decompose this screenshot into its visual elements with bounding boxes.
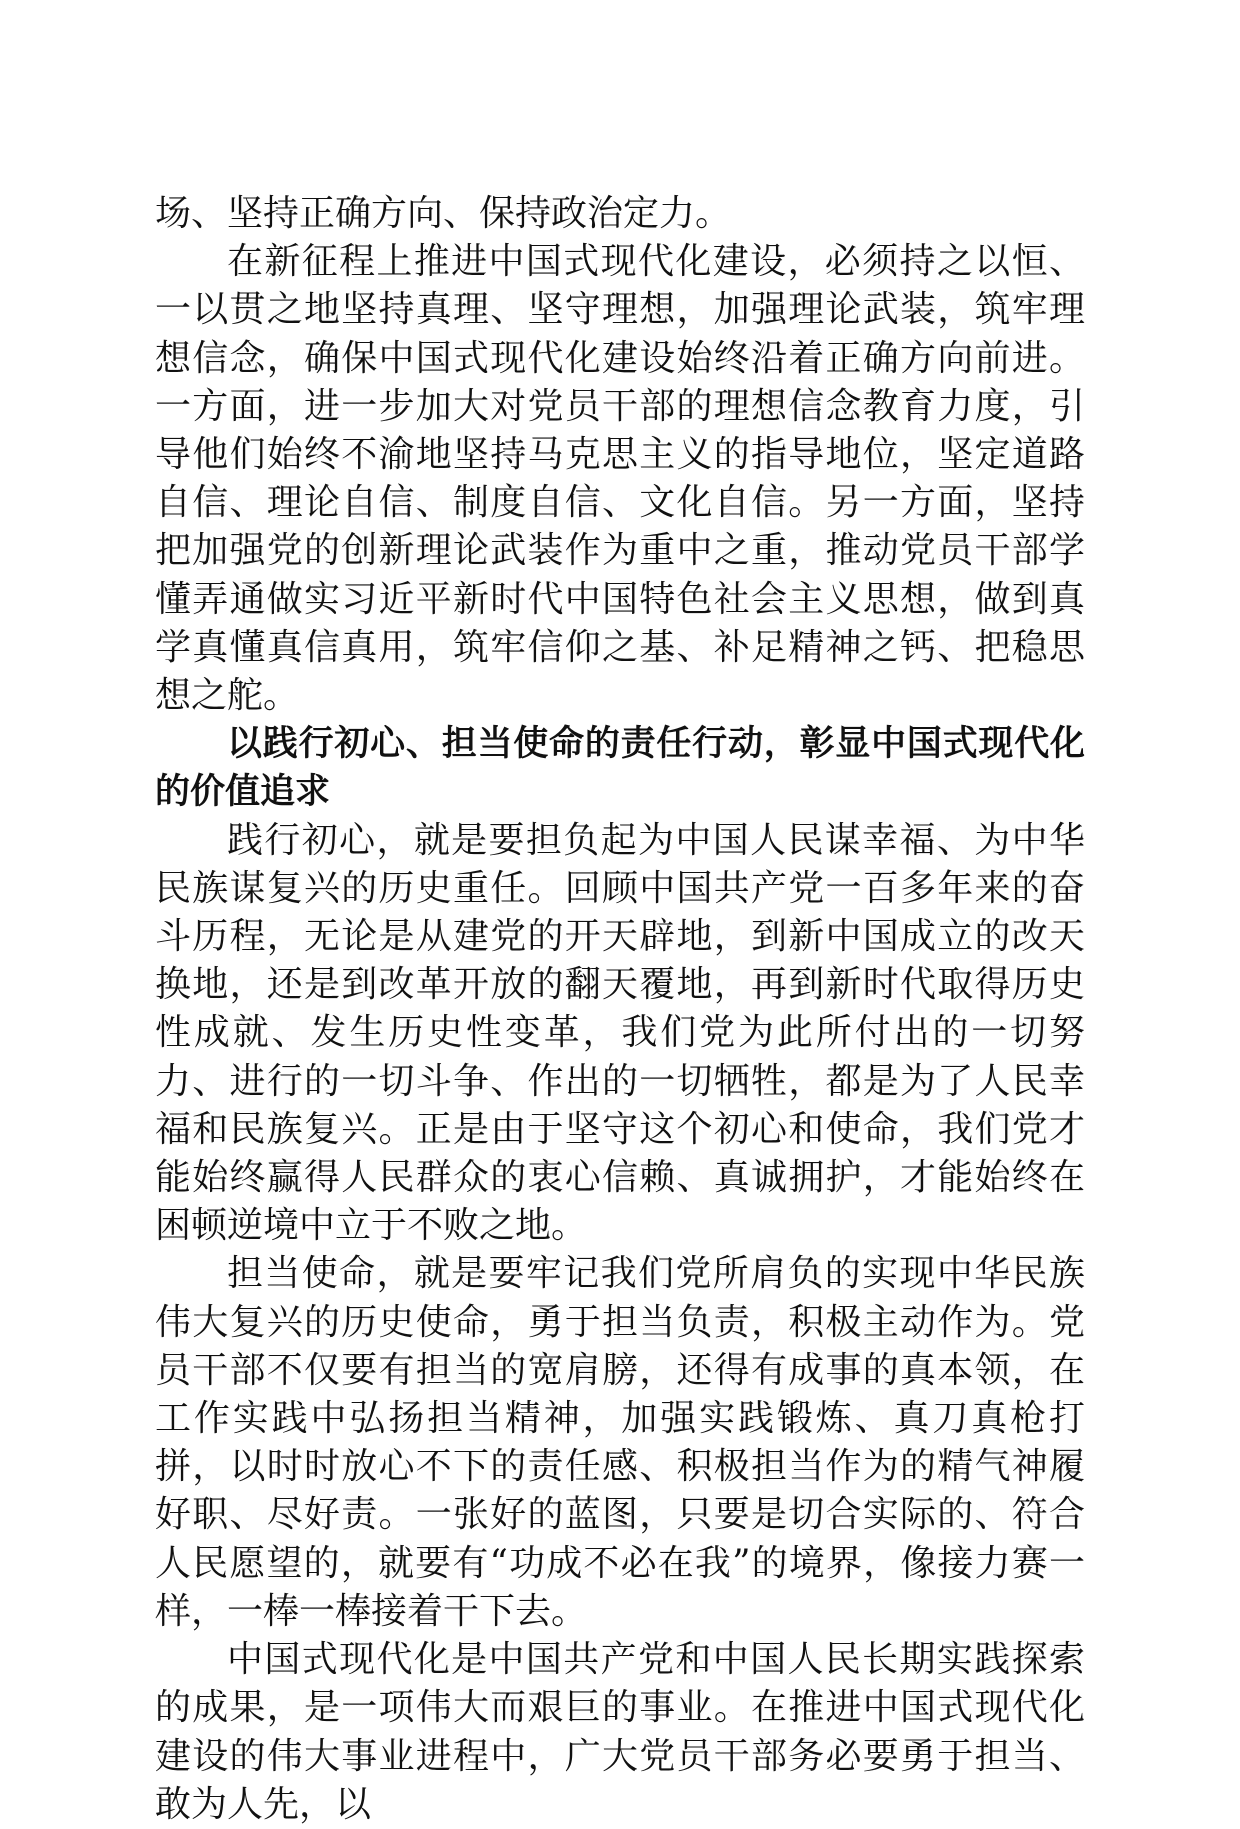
- paragraph-theory-armament: 在新征程上推进中国式现代化建设，必须持之以恒、一以贯之地坚持真理、坚守理想，加强理论武装，筑牢理想信念，确保中国式现代化建设始终沿着正确方向前进。一方面，进一步加大对党员干部的理想信念教育力度，引导他们始终不渝地坚持马克思主义的指导地位，坚定道路自信、理论自信、制度自信、文化自信。另一方面，坚持把加强党的创新理论武装作为重中之重，推动党员干部学懂弄通做实习近平新时代中国特色社会主义思想，做到真学真懂真信真用，筑牢信仰之基、补足精神之钙、把稳思想之舵。: [155, 241, 1085, 717]
- section-heading: 以践行初心、担当使命的责任行动，彰显中国式现代化的价值追求: [155, 724, 1085, 813]
- document-page: [155, 190, 1085, 1829]
- paragraph-continuation: 场、坚持正确方向、保持政治定力。: [155, 193, 732, 234]
- paragraph-mission: 担当使命，就是要牢记我们党所肩负的实现中华民族伟大复兴的历史使命，勇于担当负责，积极主动作为。党员干部不仅要有担当的宽肩膀，还得有成事的真本领，在工作实践中弘扬担当精神，加强实践锻炼、真刀真枪打拼，以时时放心不下的责任感、积极担当作为的精气神履好职、尽好责。一张好的蓝图，只要是切合实际的、符合人民愿望的，就要有“功成不必在我”的境界，像接力赛一样，一棒一棒接着干下去。: [155, 1253, 1085, 1632]
- paragraph-modernization: 中国式现代化是中国共产党和中国人民长期实践探索的成果，是一项伟大而艰巨的事业。在推进中国式现代化建设的伟大事业进程中，广大党员干部务必要勇于担当、敢为人先，以: [155, 1639, 1085, 1825]
- paragraph-original-aspiration: 践行初心，就是要担负起为中国人民谋幸福、为中华民族谋复兴的历史重任。回顾中国共产党一百多年来的奋斗历程，无论是从建党的开天辟地，到新中国成立的改天换地，还是到改革开放的翻天覆地，再到新时代取得历史性成就、发生历史性变革，我们党为此所付出的一切努力、进行的一切斗争、作出的一切牺牲，都是为了人民幸福和民族复兴。正是由于坚守这个初心和使命，我们党才能始终赢得人民群众的衷心信赖、真诚拥护，才能始终在困顿逆境中立于不败之地。: [155, 819, 1085, 1247]
